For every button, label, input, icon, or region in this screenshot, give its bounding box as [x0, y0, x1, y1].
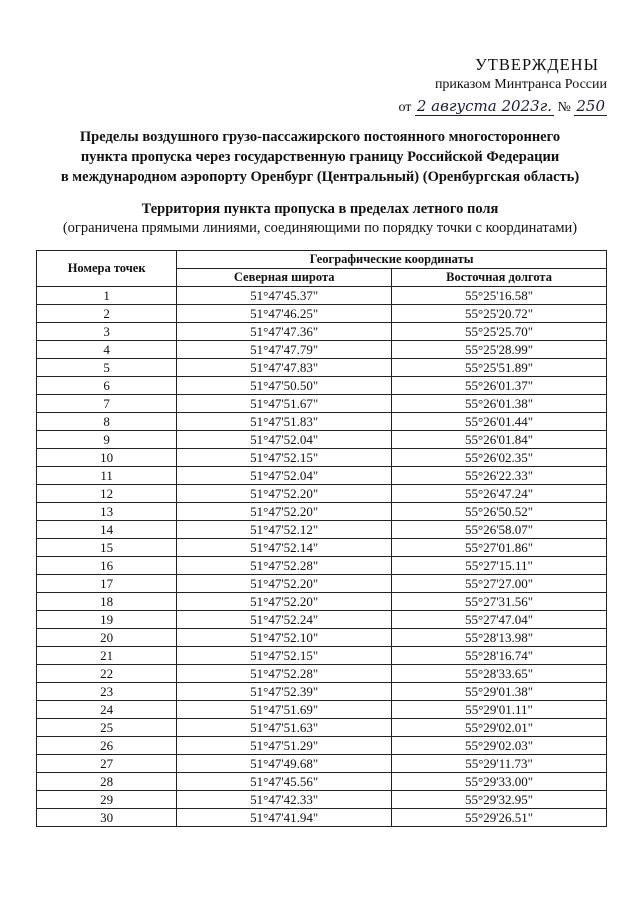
subtitle-line-2: (ограничена прямыми линиями, соединяющими по порядку точки с координатами): [62, 220, 578, 236]
table-row: [37, 485, 607, 503]
cell-point-number: 21: [37, 647, 177, 665]
approval-order-line: приказом Минтранса России: [434, 77, 607, 92]
cell-longitude: 55°26'01.38": [392, 395, 607, 413]
cell-point-number: 2: [37, 305, 177, 323]
table-row: [37, 431, 607, 449]
title-line-1: Пределы воздушного грузо-пассажирского постоянного многостороннего: [79, 129, 561, 145]
table-row: [37, 467, 607, 485]
cell-point-number: 30: [37, 809, 177, 827]
cell-point-number: 20: [37, 629, 177, 647]
cell-latitude: 51°47'47.83": [177, 359, 392, 377]
cell-longitude: 55°26'01.44": [392, 413, 607, 431]
handwritten-number: 250: [576, 97, 605, 115]
cell-longitude: 55°29'01.11": [392, 701, 607, 719]
cell-longitude: 55°26'58.07": [392, 521, 607, 539]
cell-latitude: 51°47'51.67": [177, 395, 392, 413]
cell-latitude: 51°47'47.36": [177, 323, 392, 341]
table-row: [37, 287, 607, 305]
table-row: [37, 449, 607, 467]
table-row: [37, 611, 607, 629]
table-row: [37, 323, 607, 341]
cell-point-number: 28: [37, 773, 177, 791]
approval-heading: УТВЕРЖДЕНЫ: [475, 55, 599, 74]
cell-latitude: 51°47'42.33": [177, 791, 392, 809]
cell-point-number: 7: [37, 395, 177, 413]
cell-point-number: 9: [37, 431, 177, 449]
cell-latitude: 51°47'52.10": [177, 629, 392, 647]
cell-latitude: 51°47'51.29": [177, 737, 392, 755]
table-row: [37, 305, 607, 323]
table-row: [37, 773, 607, 791]
section-subtitle: [0, 200, 640, 238]
cell-latitude: 51°47'46.25": [177, 305, 392, 323]
cell-point-number: 4: [37, 341, 177, 359]
cell-latitude: 51°47'47.79": [177, 341, 392, 359]
cell-point-number: 17: [37, 575, 177, 593]
table-row: [37, 809, 607, 827]
cell-longitude: 55°28'16.74": [392, 647, 607, 665]
table-row: [37, 575, 607, 593]
title-line-2: пункта пропуска через государственную границу Российской Федерации: [80, 149, 560, 165]
table-row: [37, 413, 607, 431]
subtitle-line-1: Территория пункта пропуска в пределах летного поля: [141, 201, 499, 217]
table-row: [37, 719, 607, 737]
cell-point-number: 11: [37, 467, 177, 485]
cell-longitude: 55°25'16.58": [392, 287, 607, 305]
cell-latitude: 51°47'52.20": [177, 593, 392, 611]
header-geo-coordinates: Географические координаты: [177, 251, 607, 269]
cell-point-number: 25: [37, 719, 177, 737]
table-row: [37, 755, 607, 773]
from-label: от: [398, 100, 412, 115]
header-point-numbers: Номера точек: [37, 251, 177, 287]
cell-point-number: 15: [37, 539, 177, 557]
cell-point-number: 13: [37, 503, 177, 521]
cell-longitude: 55°29'01.38": [392, 683, 607, 701]
cell-latitude: 51°47'52.39": [177, 683, 392, 701]
table-row: [37, 737, 607, 755]
cell-latitude: 51°47'52.04": [177, 431, 392, 449]
cell-longitude: 55°26'50.52": [392, 503, 607, 521]
cell-point-number: 19: [37, 611, 177, 629]
table-row: [37, 539, 607, 557]
cell-point-number: 26: [37, 737, 177, 755]
cell-longitude: 55°28'33.65": [392, 665, 607, 683]
cell-latitude: 51°47'52.20": [177, 485, 392, 503]
cell-point-number: 14: [37, 521, 177, 539]
handwritten-date: 2 августа 2023г.: [416, 97, 552, 115]
table-row: [37, 521, 607, 539]
cell-longitude: 55°25'28.99": [392, 341, 607, 359]
cell-point-number: 29: [37, 791, 177, 809]
cell-latitude: 51°47'51.69": [177, 701, 392, 719]
cell-longitude: 55°29'02.03": [392, 737, 607, 755]
cell-point-number: 3: [37, 323, 177, 341]
cell-longitude: 55°29'26.51": [392, 809, 607, 827]
cell-longitude: 55°27'27.00": [392, 575, 607, 593]
table-row: [37, 503, 607, 521]
cell-longitude: 55°29'33.00": [392, 773, 607, 791]
cell-latitude: 51°47'45.56": [177, 773, 392, 791]
cell-point-number: 6: [37, 377, 177, 395]
cell-longitude: 55°29'32.95": [392, 791, 607, 809]
cell-latitude: 51°47'52.20": [177, 503, 392, 521]
cell-point-number: 24: [37, 701, 177, 719]
table-row: [37, 629, 607, 647]
cell-point-number: 27: [37, 755, 177, 773]
table-row: [37, 791, 607, 809]
cell-longitude: 55°27'01.86": [392, 539, 607, 557]
cell-point-number: 23: [37, 683, 177, 701]
cell-point-number: 10: [37, 449, 177, 467]
table-row: [37, 683, 607, 701]
cell-longitude: 55°25'51.89": [392, 359, 607, 377]
cell-latitude: 51°47'52.24": [177, 611, 392, 629]
table-row: [37, 557, 607, 575]
cell-latitude: 51°47'52.12": [177, 521, 392, 539]
cell-latitude: 51°47'52.14": [177, 539, 392, 557]
cell-latitude: 51°47'50.50": [177, 377, 392, 395]
header-latitude: Северная широта: [177, 269, 392, 287]
table-row: [37, 359, 607, 377]
cell-latitude: 51°47'51.63": [177, 719, 392, 737]
cell-latitude: 51°47'49.68": [177, 755, 392, 773]
table-row: [37, 593, 607, 611]
cell-point-number: 18: [37, 593, 177, 611]
number-label: №: [557, 100, 571, 115]
cell-point-number: 8: [37, 413, 177, 431]
title-line-3: в международном аэропорту Оренбург (Центральный) (Оренбургская область): [60, 169, 580, 185]
cell-longitude: 55°28'13.98": [392, 629, 607, 647]
cell-latitude: 51°47'45.37": [177, 287, 392, 305]
cell-point-number: 12: [37, 485, 177, 503]
cell-longitude: 55°29'02.01": [392, 719, 607, 737]
cell-longitude: 55°26'22.33": [392, 467, 607, 485]
cell-longitude: 55°26'02.35": [392, 449, 607, 467]
cell-point-number: 1: [37, 287, 177, 305]
cell-longitude: 55°25'25.70": [392, 323, 607, 341]
table-row: [37, 395, 607, 413]
cell-latitude: 51°47'52.15": [177, 449, 392, 467]
table-row: [37, 377, 607, 395]
cell-longitude: 55°27'31.56": [392, 593, 607, 611]
approval-block: [398, 55, 607, 119]
header-longitude: Восточная долгота: [392, 269, 607, 287]
cell-latitude: 51°47'52.04": [177, 467, 392, 485]
cell-longitude: 55°26'47.24": [392, 485, 607, 503]
cell-latitude: 51°47'52.28": [177, 557, 392, 575]
coordinates-table: [36, 250, 607, 827]
table-row: [37, 647, 607, 665]
cell-latitude: 51°47'52.20": [177, 575, 392, 593]
cell-latitude: 51°47'52.28": [177, 665, 392, 683]
cell-point-number: 22: [37, 665, 177, 683]
table-row: [37, 341, 607, 359]
cell-longitude: 55°27'47.04": [392, 611, 607, 629]
approval-date-line: [398, 95, 607, 119]
document-title: [0, 127, 640, 187]
cell-longitude: 55°25'20.72": [392, 305, 607, 323]
cell-latitude: 51°47'52.15": [177, 647, 392, 665]
cell-longitude: 55°27'15.11": [392, 557, 607, 575]
table-row: [37, 665, 607, 683]
cell-point-number: 16: [37, 557, 177, 575]
cell-longitude: 55°26'01.84": [392, 431, 607, 449]
table-row: [37, 701, 607, 719]
cell-longitude: 55°26'01.37": [392, 377, 607, 395]
cell-point-number: 5: [37, 359, 177, 377]
cell-latitude: 51°47'41.94": [177, 809, 392, 827]
cell-longitude: 55°29'11.73": [392, 755, 607, 773]
cell-latitude: 51°47'51.83": [177, 413, 392, 431]
